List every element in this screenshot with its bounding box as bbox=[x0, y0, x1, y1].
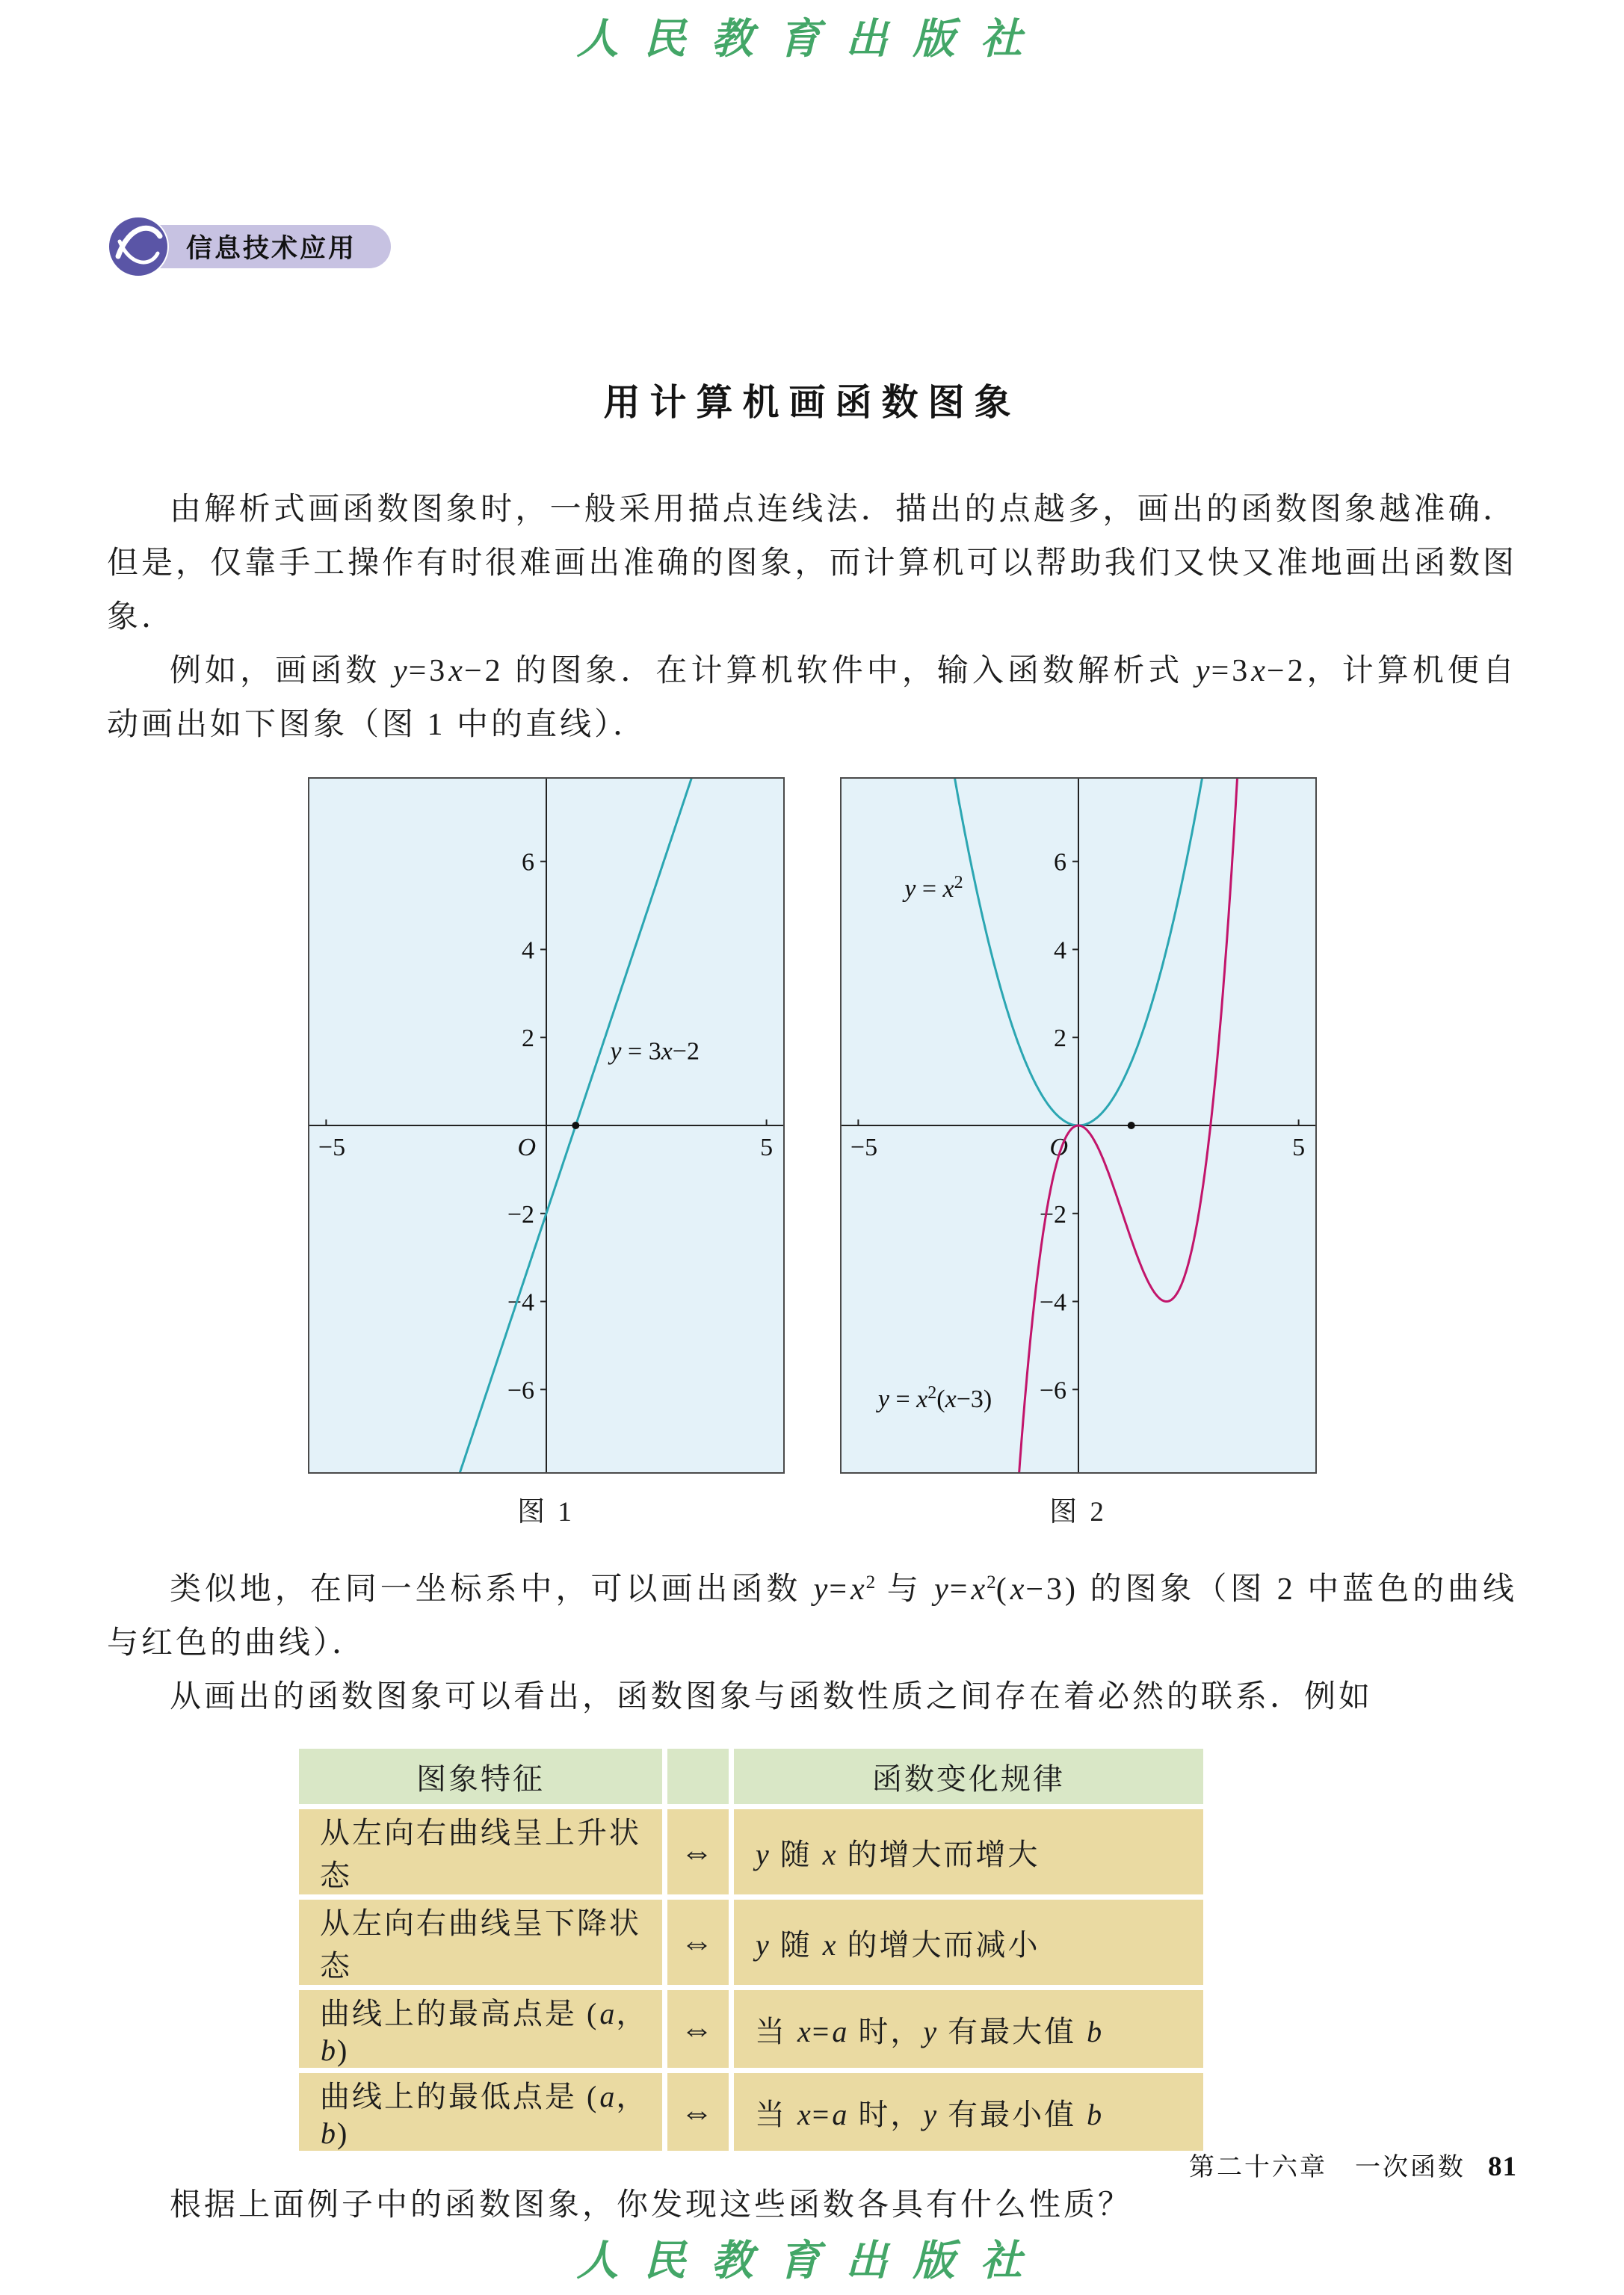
table-header-row bbox=[299, 1749, 1203, 1804]
paragraph-relation: 从画出的函数图象可以看出，函数图象与函数性质之间存在着必然的联系．例如 bbox=[170, 1680, 1374, 1714]
svg-text:−4: −4 bbox=[507, 1288, 534, 1317]
svg-text:−6: −6 bbox=[1039, 1377, 1066, 1405]
table-cell-feature: 曲线上的最高点是 (a，b) bbox=[299, 1990, 662, 2068]
table-cell-feature: 从左向右曲线呈上升状态 bbox=[299, 1809, 662, 1894]
publisher-watermark-top: 人民教育出版社 bbox=[576, 14, 1048, 64]
figure-2 bbox=[840, 777, 1317, 1529]
page-content bbox=[107, 0, 1517, 2232]
chapter-title: 第二十六章 一次函数 bbox=[1189, 2154, 1466, 2181]
svg-text:5: 5 bbox=[759, 1134, 773, 1161]
table-header-rule: 函数变化规律 bbox=[734, 1749, 1203, 1804]
section-badge-label: 信息技术应用 bbox=[186, 234, 357, 263]
iff-arrow-icon: ⇔ bbox=[667, 2073, 729, 2151]
table-header-mid bbox=[667, 1749, 729, 1804]
table-row bbox=[299, 1809, 1203, 1894]
figure-1-caption: 图 1 bbox=[517, 1497, 575, 1528]
page-footer bbox=[1189, 2146, 1517, 2183]
figures-row bbox=[107, 777, 1517, 1529]
svg-text:y = x2: $y = x^2$ bbox=[904, 872, 963, 903]
table-cell-rule: y 随 x 的增大而减小 bbox=[734, 1900, 1203, 1985]
svg-text:y = 3x−2: y = 3x−2 bbox=[609, 1037, 700, 1066]
svg-text:−4: −4 bbox=[1039, 1288, 1066, 1317]
iff-arrow-icon: ⇔ bbox=[667, 1809, 729, 1894]
svg-text:5: 5 bbox=[1291, 1134, 1305, 1161]
section-badge-pill bbox=[138, 225, 391, 268]
paragraph-example: 例如，画函数 y=3x−2 的图象．在计算机软件中，输入函数解析式 y=3x−2，计算机便自动画出如下图象（图 1 中的直线）． bbox=[107, 654, 1517, 742]
page-title: 用计算机画函数图象 bbox=[603, 382, 1021, 423]
section-badge bbox=[107, 215, 421, 278]
publisher-watermark-bottom: 人民教育出版社 bbox=[576, 2236, 1048, 2285]
svg-text:y = x2(x−3): $y = x^2(x-3)$ bbox=[877, 1383, 992, 1413]
iff-arrow-icon: ⇔ bbox=[667, 1900, 729, 1985]
figure-2-caption: 图 2 bbox=[1049, 1497, 1107, 1528]
table-cell-feature: 从左向右曲线呈下降状态 bbox=[299, 1900, 662, 1985]
table-header-feature: 图象特征 bbox=[299, 1749, 662, 1804]
figure-2-plot bbox=[840, 777, 1317, 1474]
svg-text:6: 6 bbox=[521, 848, 534, 877]
paragraph-intro: 由解析式画函数图象时，一般采用描点连线法．描出的点越多，画出的函数图象越准确．但是，仅靠手工操作有时很难画出准确的图象，而计算机可以帮助我们又快又准地画出函数图象． bbox=[107, 492, 1517, 634]
page-number: 81 bbox=[1488, 2152, 1517, 2182]
table-row bbox=[299, 1990, 1203, 2068]
table-cell-feature: 曲线上的最低点是 (a，b) bbox=[299, 2073, 662, 2151]
svg-text:2: 2 bbox=[1053, 1025, 1066, 1053]
table-row bbox=[299, 1900, 1203, 1985]
svg-text:−2: −2 bbox=[507, 1200, 534, 1229]
table-cell-rule: 当 x=a 时，y 有最大值 b bbox=[734, 1990, 1203, 2068]
svg-text:4: 4 bbox=[521, 936, 534, 965]
svg-text:O: O bbox=[516, 1134, 536, 1161]
svg-text:4: 4 bbox=[1053, 936, 1066, 965]
svg-text:2: 2 bbox=[521, 1025, 534, 1053]
iff-arrow-icon: ⇔ bbox=[667, 1990, 729, 2068]
svg-text:−5: −5 bbox=[850, 1134, 877, 1161]
figure-1 bbox=[308, 777, 785, 1529]
table-cell-rule: 当 x=a 时，y 有最小值 b bbox=[734, 2073, 1203, 2151]
information-technology-icon bbox=[107, 215, 170, 278]
table-cell-rule: y 随 x 的增大而增大 bbox=[734, 1809, 1203, 1894]
table-row bbox=[299, 2073, 1203, 2151]
function-rules-table bbox=[294, 1743, 1208, 2156]
svg-text:−6: −6 bbox=[507, 1377, 534, 1405]
svg-text:−2: −2 bbox=[1039, 1200, 1066, 1229]
paragraph-question: 根据上面例子中的函数图象，你发现这些函数各具有什么性质？ bbox=[170, 2188, 1133, 2223]
paragraph-similarly: 类似地，在同一坐标系中，可以画出函数 $y=x^2$ 与 $y=x^2(x-3)$ 的图象（图 2 中蓝色的曲线与红色的曲线）． bbox=[107, 1572, 1517, 1661]
svg-text:−5: −5 bbox=[318, 1134, 345, 1161]
svg-text:O: O bbox=[1049, 1134, 1068, 1161]
svg-text:6: 6 bbox=[1053, 848, 1066, 877]
figure-1-plot bbox=[308, 777, 785, 1474]
